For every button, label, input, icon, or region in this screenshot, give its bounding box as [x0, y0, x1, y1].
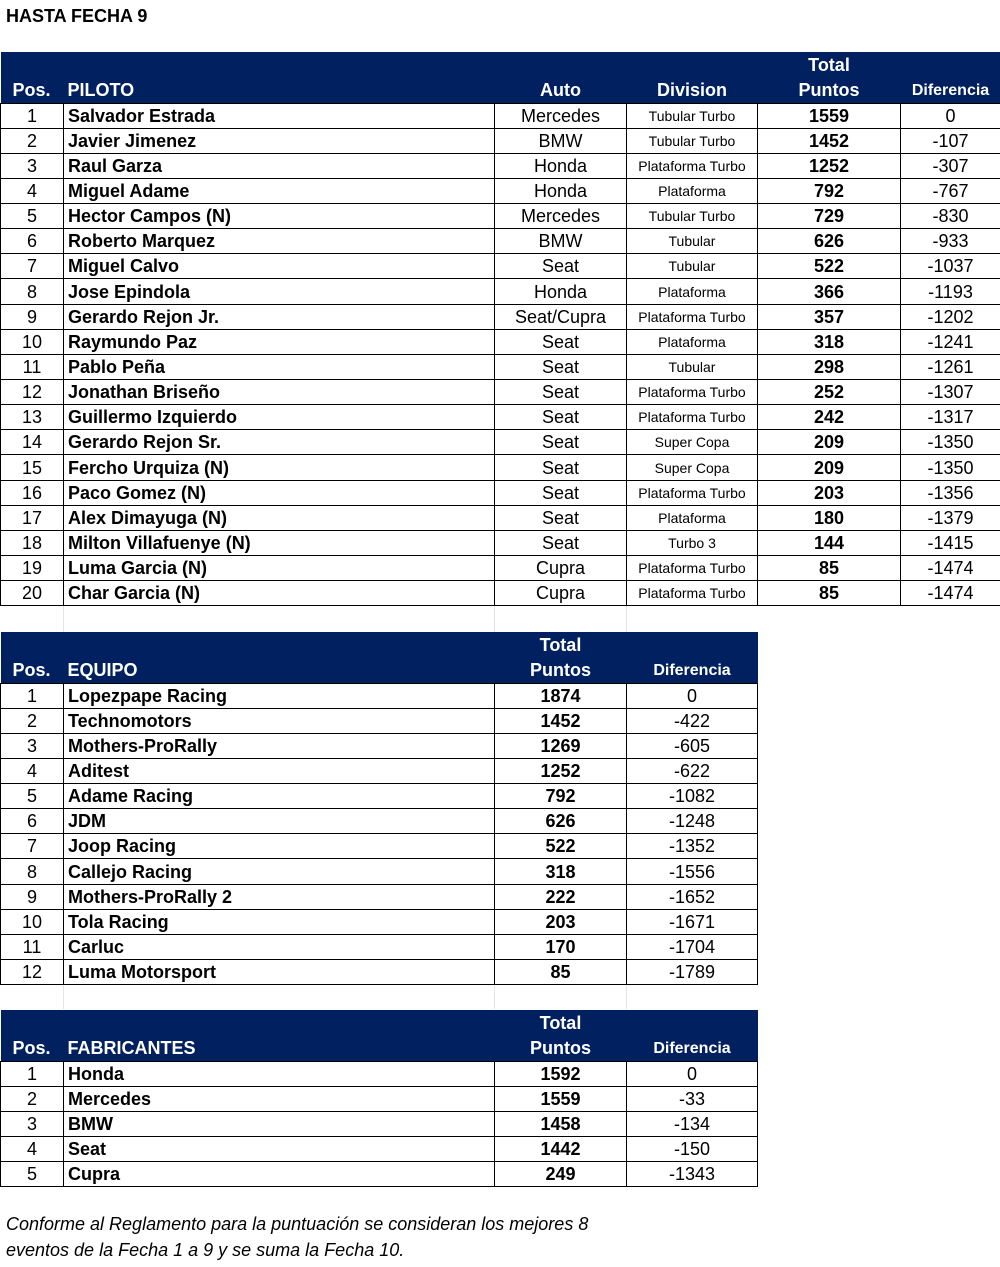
- position-cell: 3: [1, 1111, 64, 1136]
- table-row: [1, 809, 758, 834]
- points-cell: 1269: [495, 733, 627, 758]
- table-row: [1, 1086, 758, 1111]
- car-cell: BMW: [495, 128, 627, 153]
- driver-name-cell: Gerardo Rejon Sr.: [64, 430, 495, 455]
- car-cell: Seat: [495, 354, 627, 379]
- header-total-puntos: [495, 1010, 627, 1061]
- points-cell: 522: [495, 834, 627, 859]
- points-cell: 522: [758, 254, 901, 279]
- position-cell: 20: [1, 581, 64, 606]
- difference-cell: -622: [627, 758, 758, 783]
- difference-cell: -1202: [901, 304, 1000, 329]
- manufacturer-name-cell: Mercedes: [64, 1086, 495, 1111]
- regulation-note: [6, 1211, 588, 1263]
- points-cell: 203: [495, 909, 627, 934]
- driver-name-cell: Raymundo Paz: [64, 329, 495, 354]
- driver-name-cell: Hector Campos (N): [64, 204, 495, 229]
- position-cell: 15: [1, 455, 64, 480]
- header-total-puntos: [758, 52, 901, 103]
- car-cell: Seat: [495, 505, 627, 530]
- points-cell: 792: [495, 784, 627, 809]
- team-name-cell: Lopezpape Racing: [64, 683, 495, 708]
- table-row: [1, 581, 1000, 606]
- header-puntos-label: Puntos: [798, 79, 860, 100]
- points-cell: 85: [758, 556, 901, 581]
- header-puntos-label: Puntos: [530, 659, 591, 680]
- sheet-gridline: [494, 606, 495, 632]
- division-cell: Plataforma Turbo: [627, 153, 758, 178]
- difference-cell: -1037: [901, 254, 1000, 279]
- header-pos: Pos.: [1, 52, 64, 103]
- difference-cell: -830: [901, 204, 1000, 229]
- difference-cell: -1248: [627, 809, 758, 834]
- position-cell: 13: [1, 405, 64, 430]
- difference-cell: -1671: [627, 909, 758, 934]
- sheet-gridline: [626, 985, 627, 1009]
- table-row: [1, 784, 758, 809]
- driver-name-cell: Jonathan Briseño: [64, 380, 495, 405]
- table-row: [1, 733, 758, 758]
- position-cell: 3: [1, 153, 64, 178]
- table-row: [1, 834, 758, 859]
- difference-cell: -1356: [901, 480, 1000, 505]
- points-cell: 626: [758, 229, 901, 254]
- division-cell: Tubular Turbo: [627, 128, 758, 153]
- position-cell: 1: [1, 1061, 64, 1086]
- position-cell: 10: [1, 329, 64, 354]
- driver-name-cell: Roberto Marquez: [64, 229, 495, 254]
- position-cell: 14: [1, 430, 64, 455]
- division-cell: Super Copa: [627, 430, 758, 455]
- division-cell: Super Copa: [627, 455, 758, 480]
- division-cell: Turbo 3: [627, 530, 758, 555]
- table-row: [1, 354, 1000, 379]
- position-cell: 5: [1, 204, 64, 229]
- division-cell: Plataforma: [627, 178, 758, 203]
- difference-cell: -1241: [901, 329, 1000, 354]
- points-cell: 366: [758, 279, 901, 304]
- position-cell: 12: [1, 380, 64, 405]
- header-division: Division: [627, 52, 758, 103]
- points-cell: 144: [758, 530, 901, 555]
- points-cell: 626: [495, 809, 627, 834]
- difference-cell: -1789: [627, 960, 758, 985]
- points-cell: 729: [758, 204, 901, 229]
- points-cell: 318: [495, 859, 627, 884]
- teams-header-row: [1, 632, 758, 683]
- points-cell: 170: [495, 934, 627, 959]
- position-cell: 12: [1, 960, 64, 985]
- difference-cell: -1352: [627, 834, 758, 859]
- position-cell: 5: [1, 784, 64, 809]
- teams-standings-table: [0, 632, 758, 985]
- car-cell: Seat: [495, 405, 627, 430]
- table-row: [1, 480, 1000, 505]
- difference-cell: -1350: [901, 455, 1000, 480]
- position-cell: 4: [1, 178, 64, 203]
- position-cell: 9: [1, 884, 64, 909]
- table-row: [1, 556, 1000, 581]
- team-name-cell: Technomotors: [64, 708, 495, 733]
- car-cell: Cupra: [495, 556, 627, 581]
- table-row: [1, 1136, 758, 1161]
- position-cell: 11: [1, 934, 64, 959]
- division-cell: Plataforma Turbo: [627, 556, 758, 581]
- position-cell: 4: [1, 758, 64, 783]
- difference-cell: -33: [627, 1086, 758, 1111]
- position-cell: 17: [1, 505, 64, 530]
- page-title: HASTA FECHA 9: [6, 6, 148, 26]
- points-cell: 1592: [495, 1061, 627, 1086]
- points-cell: 318: [758, 329, 901, 354]
- team-name-cell: Aditest: [64, 758, 495, 783]
- difference-cell: 0: [901, 103, 1000, 128]
- points-cell: 249: [495, 1162, 627, 1187]
- car-cell: Seat: [495, 455, 627, 480]
- division-cell: Plataforma Turbo: [627, 480, 758, 505]
- manufacturer-name-cell: Cupra: [64, 1162, 495, 1187]
- position-cell: 1: [1, 683, 64, 708]
- car-cell: Seat: [495, 254, 627, 279]
- car-cell: Mercedes: [495, 103, 627, 128]
- division-cell: Plataforma Turbo: [627, 581, 758, 606]
- position-cell: 7: [1, 254, 64, 279]
- difference-cell: -1343: [627, 1162, 758, 1187]
- header-diferencia: Diferencia: [627, 632, 758, 683]
- position-cell: 11: [1, 354, 64, 379]
- division-cell: Tubular Turbo: [627, 103, 758, 128]
- table-row: [1, 1162, 758, 1187]
- points-cell: 222: [495, 884, 627, 909]
- division-cell: Plataforma Turbo: [627, 304, 758, 329]
- difference-cell: -767: [901, 178, 1000, 203]
- table-row: [1, 909, 758, 934]
- sheet-gridline: [626, 606, 627, 632]
- position-cell: 19: [1, 556, 64, 581]
- table-row: [1, 758, 758, 783]
- difference-cell: -1350: [901, 430, 1000, 455]
- header-auto: Auto: [495, 52, 627, 103]
- driver-name-cell: Milton Villafuenye (N): [64, 530, 495, 555]
- position-cell: 16: [1, 480, 64, 505]
- team-name-cell: Adame Racing: [64, 784, 495, 809]
- position-cell: 2: [1, 1086, 64, 1111]
- car-cell: Seat: [495, 430, 627, 455]
- points-cell: 209: [758, 430, 901, 455]
- difference-cell: -933: [901, 229, 1000, 254]
- points-cell: 1559: [758, 103, 901, 128]
- table-row: [1, 683, 758, 708]
- header-piloto: PILOTO: [64, 52, 495, 103]
- difference-cell: -1379: [901, 505, 1000, 530]
- points-cell: 1874: [495, 683, 627, 708]
- driver-name-cell: Raul Garza: [64, 153, 495, 178]
- drivers-standings-table: [0, 52, 1000, 606]
- car-cell: Seat: [495, 530, 627, 555]
- car-cell: Seat/Cupra: [495, 304, 627, 329]
- difference-cell: -134: [627, 1111, 758, 1136]
- points-cell: 1252: [495, 758, 627, 783]
- manufacturer-name-cell: BMW: [64, 1111, 495, 1136]
- header-total-label: Total: [539, 1012, 582, 1033]
- table-row: [1, 455, 1000, 480]
- table-row: [1, 934, 758, 959]
- division-cell: Tubular: [627, 229, 758, 254]
- division-cell: Plataforma Turbo: [627, 380, 758, 405]
- division-cell: Plataforma Turbo: [627, 405, 758, 430]
- car-cell: Seat: [495, 329, 627, 354]
- table-row: [1, 329, 1000, 354]
- points-cell: 85: [495, 960, 627, 985]
- table-row: [1, 103, 1000, 128]
- table-row: [1, 530, 1000, 555]
- team-name-cell: Luma Motorsport: [64, 960, 495, 985]
- difference-cell: 0: [627, 683, 758, 708]
- points-cell: 1458: [495, 1111, 627, 1136]
- points-cell: 180: [758, 505, 901, 530]
- difference-cell: -307: [901, 153, 1000, 178]
- position-cell: 5: [1, 1162, 64, 1187]
- driver-name-cell: Gerardo Rejon Jr.: [64, 304, 495, 329]
- table-row: [1, 430, 1000, 455]
- header-diferencia: Diferencia: [627, 1010, 758, 1061]
- difference-cell: -1082: [627, 784, 758, 809]
- position-cell: 4: [1, 1136, 64, 1161]
- points-cell: 1559: [495, 1086, 627, 1111]
- drivers-header-row: [1, 52, 1000, 103]
- difference-cell: -1261: [901, 354, 1000, 379]
- table-row: [1, 708, 758, 733]
- team-name-cell: Mothers-ProRally 2: [64, 884, 495, 909]
- car-cell: Honda: [495, 178, 627, 203]
- position-cell: 1: [1, 103, 64, 128]
- team-name-cell: JDM: [64, 809, 495, 834]
- points-cell: 357: [758, 304, 901, 329]
- points-cell: 1452: [495, 708, 627, 733]
- driver-name-cell: Char Garcia (N): [64, 581, 495, 606]
- driver-name-cell: Guillermo Izquierdo: [64, 405, 495, 430]
- header-total-puntos: [495, 632, 627, 683]
- difference-cell: -1193: [901, 279, 1000, 304]
- position-cell: 10: [1, 909, 64, 934]
- table-row: [1, 128, 1000, 153]
- manufacturers-standings-table: [0, 1010, 758, 1187]
- manufacturer-name-cell: Honda: [64, 1061, 495, 1086]
- table-row: [1, 178, 1000, 203]
- position-cell: 6: [1, 229, 64, 254]
- car-cell: Cupra: [495, 581, 627, 606]
- sheet-gridline: [494, 985, 495, 1009]
- header-total-label: Total: [539, 634, 582, 655]
- points-cell: 252: [758, 380, 901, 405]
- difference-cell: -1307: [901, 380, 1000, 405]
- difference-cell: -605: [627, 733, 758, 758]
- points-cell: 298: [758, 354, 901, 379]
- driver-name-cell: Jose Epindola: [64, 279, 495, 304]
- car-cell: Honda: [495, 279, 627, 304]
- driver-name-cell: Alex Dimayuga (N): [64, 505, 495, 530]
- note-line-2: eventos de la Fecha 1 a 9 y se suma la Fecha 10.: [6, 1240, 405, 1260]
- team-name-cell: Callejo Racing: [64, 859, 495, 884]
- sheet-gridline: [63, 606, 64, 632]
- difference-cell: -150: [627, 1136, 758, 1161]
- division-cell: Plataforma: [627, 279, 758, 304]
- table-row: [1, 405, 1000, 430]
- table-row: [1, 304, 1000, 329]
- driver-name-cell: Fercho Urquiza (N): [64, 455, 495, 480]
- difference-cell: -1652: [627, 884, 758, 909]
- points-cell: 85: [758, 581, 901, 606]
- driver-name-cell: Luma Garcia (N): [64, 556, 495, 581]
- manufacturer-name-cell: Seat: [64, 1136, 495, 1161]
- points-cell: 1442: [495, 1136, 627, 1161]
- car-cell: Seat: [495, 380, 627, 405]
- difference-cell: -107: [901, 128, 1000, 153]
- table-row: [1, 229, 1000, 254]
- table-row: [1, 960, 758, 985]
- driver-name-cell: Salvador Estrada: [64, 103, 495, 128]
- points-cell: 242: [758, 405, 901, 430]
- table-row: [1, 505, 1000, 530]
- division-cell: Tubular Turbo: [627, 204, 758, 229]
- points-cell: 1452: [758, 128, 901, 153]
- table-row: [1, 1061, 758, 1086]
- position-cell: 18: [1, 530, 64, 555]
- difference-cell: -1317: [901, 405, 1000, 430]
- position-cell: 8: [1, 279, 64, 304]
- header-diferencia: Diferencia: [901, 52, 1000, 103]
- header-pos: Pos.: [1, 632, 64, 683]
- table-row: [1, 1111, 758, 1136]
- difference-cell: 0: [627, 1061, 758, 1086]
- difference-cell: -422: [627, 708, 758, 733]
- team-name-cell: Carluc: [64, 934, 495, 959]
- manufacturers-header-row: [1, 1010, 758, 1061]
- team-name-cell: Tola Racing: [64, 909, 495, 934]
- position-cell: 2: [1, 708, 64, 733]
- difference-cell: -1704: [627, 934, 758, 959]
- header-fabricantes: FABRICANTES: [64, 1010, 495, 1061]
- difference-cell: -1474: [901, 556, 1000, 581]
- header-equipo: EQUIPO: [64, 632, 495, 683]
- points-cell: 792: [758, 178, 901, 203]
- sheet-gridline: [63, 985, 64, 1009]
- driver-name-cell: Pablo Peña: [64, 354, 495, 379]
- table-row: [1, 884, 758, 909]
- note-line-1: Conforme al Reglamento para la puntuación se consideran los mejores 8: [6, 1214, 589, 1234]
- driver-name-cell: Miguel Calvo: [64, 254, 495, 279]
- position-cell: 2: [1, 128, 64, 153]
- table-row: [1, 380, 1000, 405]
- car-cell: BMW: [495, 229, 627, 254]
- header-puntos-label: Puntos: [530, 1037, 591, 1058]
- difference-cell: -1474: [901, 581, 1000, 606]
- position-cell: 3: [1, 733, 64, 758]
- driver-name-cell: Javier Jimenez: [64, 128, 495, 153]
- points-cell: 203: [758, 480, 901, 505]
- division-cell: Tubular: [627, 354, 758, 379]
- points-cell: 1252: [758, 153, 901, 178]
- table-row: [1, 859, 758, 884]
- team-name-cell: Joop Racing: [64, 834, 495, 859]
- table-row: [1, 279, 1000, 304]
- car-cell: Seat: [495, 480, 627, 505]
- difference-cell: -1556: [627, 859, 758, 884]
- header-total-label: Total: [808, 54, 850, 75]
- position-cell: 7: [1, 834, 64, 859]
- driver-name-cell: Paco Gomez (N): [64, 480, 495, 505]
- points-cell: 209: [758, 455, 901, 480]
- position-cell: 8: [1, 859, 64, 884]
- division-cell: Plataforma: [627, 505, 758, 530]
- position-cell: 6: [1, 809, 64, 834]
- car-cell: Honda: [495, 153, 627, 178]
- division-cell: Tubular: [627, 254, 758, 279]
- table-row: [1, 254, 1000, 279]
- table-row: [1, 153, 1000, 178]
- car-cell: Mercedes: [495, 204, 627, 229]
- team-name-cell: Mothers-ProRally: [64, 733, 495, 758]
- header-pos: Pos.: [1, 1010, 64, 1061]
- difference-cell: -1415: [901, 530, 1000, 555]
- division-cell: Plataforma: [627, 329, 758, 354]
- driver-name-cell: Miguel Adame: [64, 178, 495, 203]
- position-cell: 9: [1, 304, 64, 329]
- table-row: [1, 204, 1000, 229]
